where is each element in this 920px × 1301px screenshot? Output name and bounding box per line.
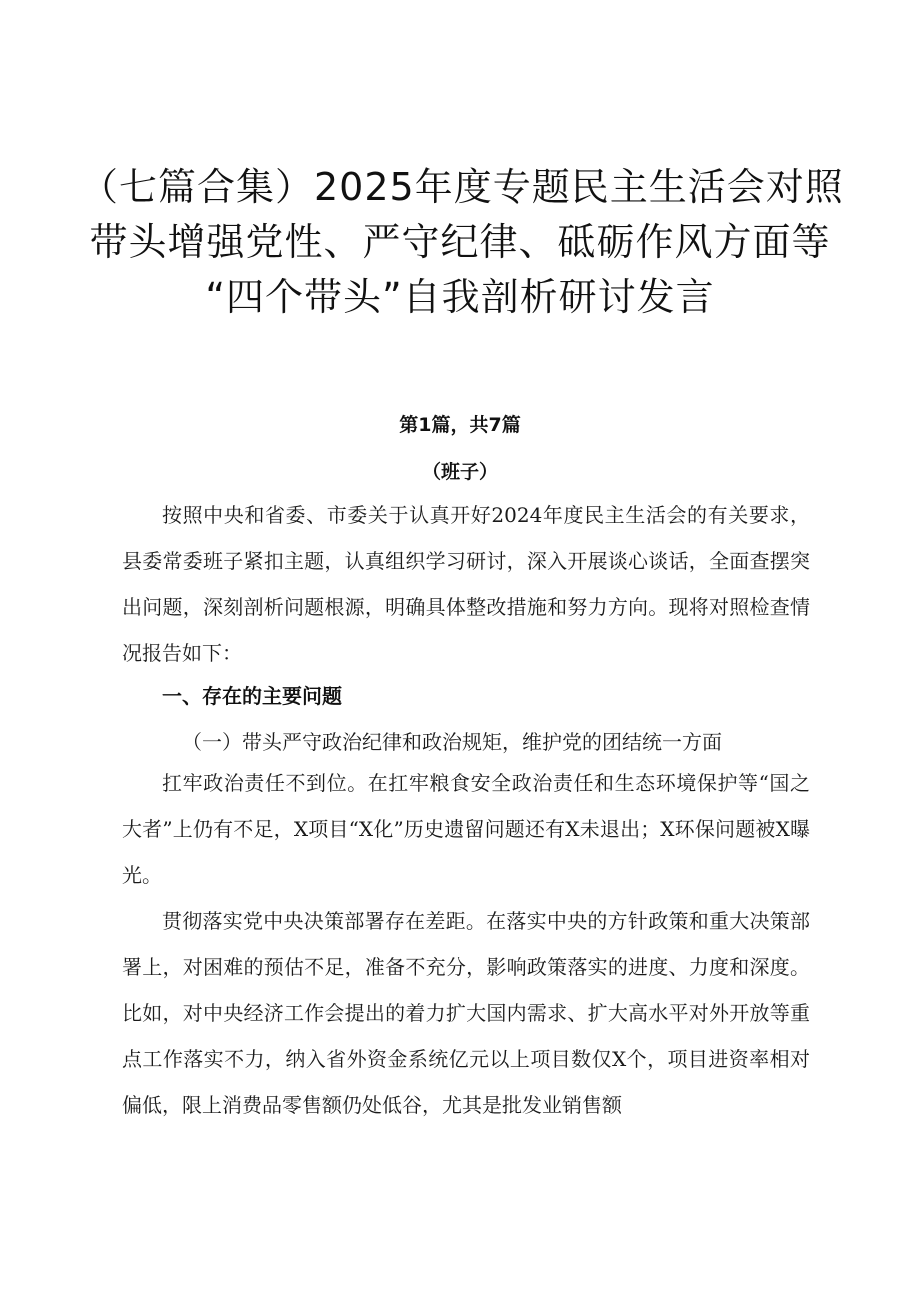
title-line-1: （七篇合集）2025年度专题民主生活会对照 — [80, 165, 844, 209]
title-line-2: 带头增强党性、严守纪律、砥砺作风方面等 — [89, 220, 831, 264]
intro-paragraph: 按照中央和省委、市委关于认真开好2024年度民主生活会的有关要求，县委常委班子紧扣主题，认真组织学习研讨，深入开展谈心谈话，全面查摆突出问题，深刻剖析问题根源，明确具体整改措施和努力方向。现将对照检查情况报告如下： — [122, 503, 810, 665]
title-line-3: “四个带头”自我剖析研讨发言 — [205, 275, 715, 319]
subject-label: （班子） — [421, 461, 498, 483]
intro-paragraph-block — [122, 492, 810, 676]
document-title — [80, 160, 844, 325]
part-label: 第1篇，共7篇 — [399, 414, 521, 436]
sub-heading-1: （一）带头严守政治纪律和政治规矩，维护党的团结统一方面 — [182, 730, 722, 754]
paragraph-1: 扛牢政治责任不到位。在扛牢粮食安全政治责任和生态环境保护等“国之大者”上仍有不足，X项目“X化”历史遗留问题还有X未退出；X环保问题被X曝光。 — [122, 771, 810, 887]
paragraph-2-block — [122, 898, 810, 1128]
paragraph-1-block — [122, 760, 810, 898]
section-heading-1: 一、存在的主要问题 — [162, 684, 342, 708]
paragraph-2: 贯彻落实党中央决策部署存在差距。在落实中央的方针政策和重大决策部署上，对困难的预估不足，准备不充分，影响政策落实的进度、力度和深度。比如，对中央经济工作会提出的着力扩大国内需求、扩大高水平对外开放等重点工作落实不力，纳入省外资金系统亿元以上项目数仅X个，项目进资率相对偏低，限上消费品零售额仍处低谷，尤其是批发业销售额 — [122, 909, 810, 1117]
